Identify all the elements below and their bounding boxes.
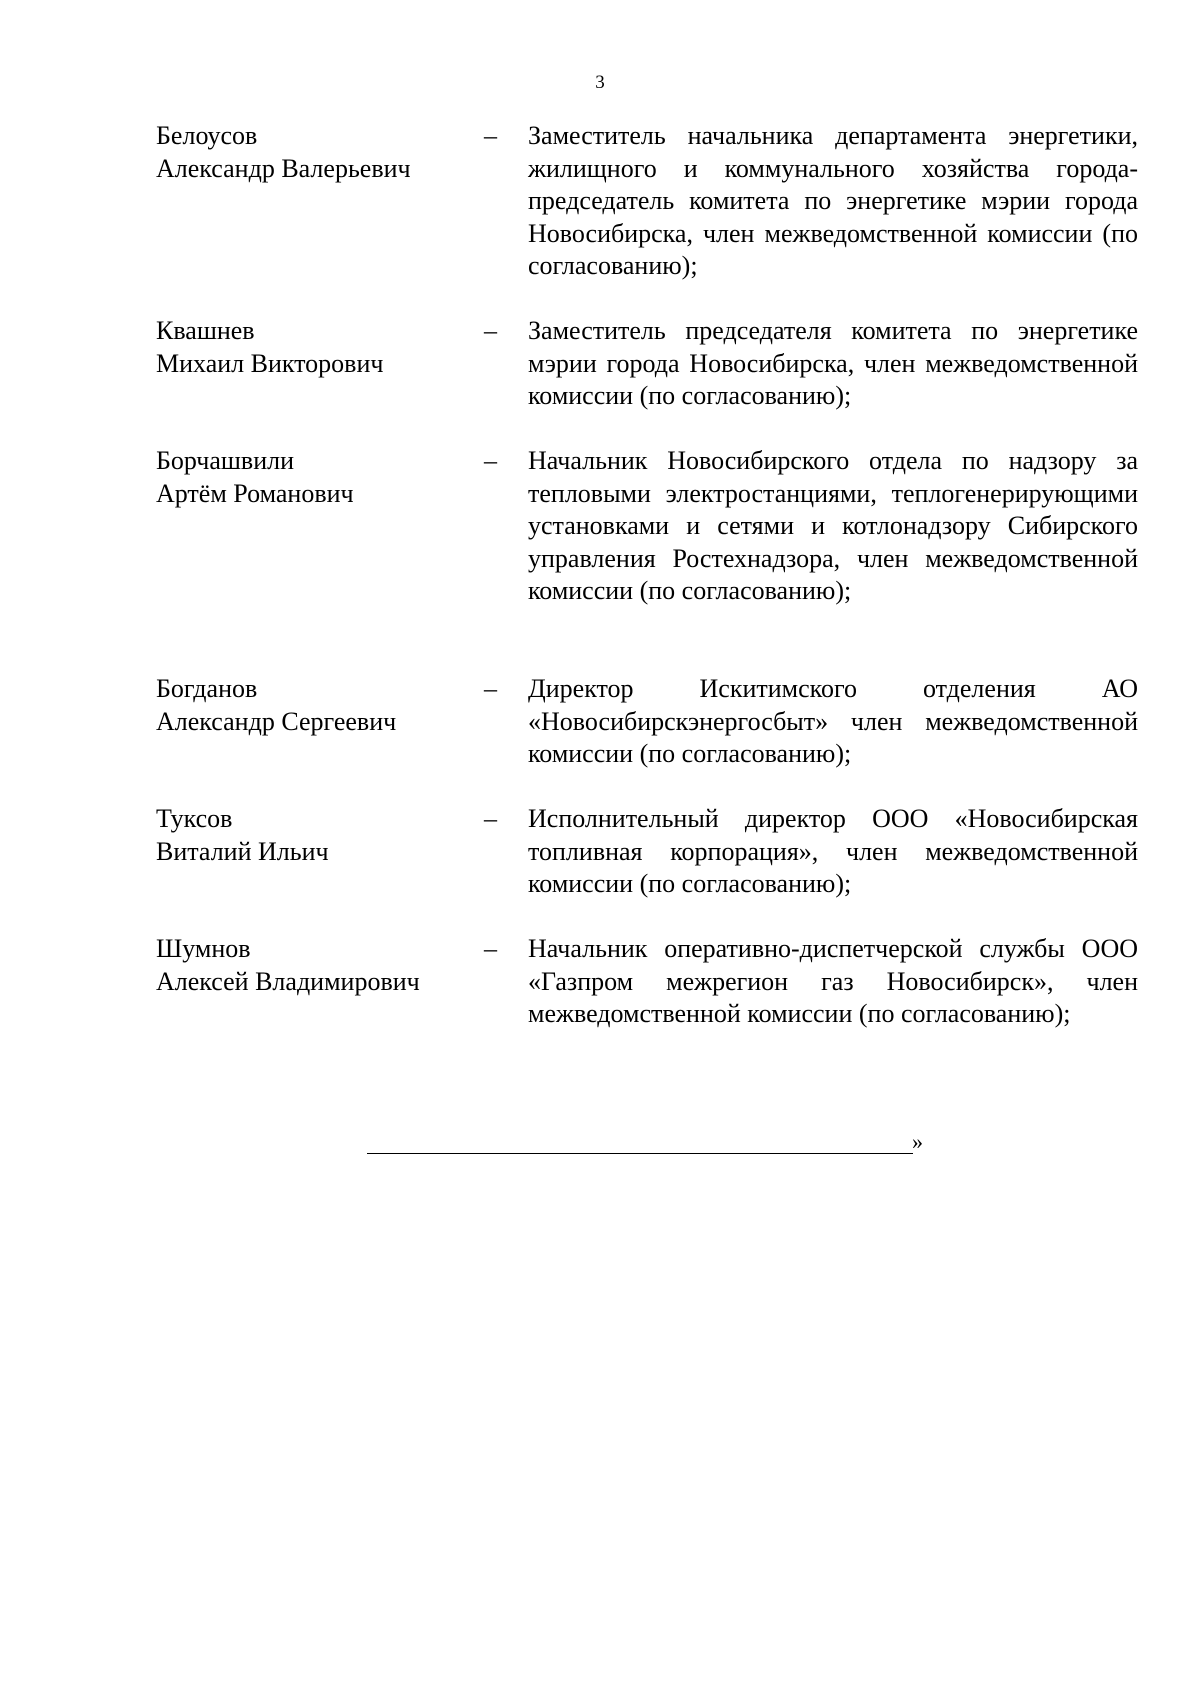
member-given-name: Артём Романович (156, 478, 354, 508)
member-surname: Борчашвили (156, 446, 294, 475)
closing-rule (367, 1133, 913, 1154)
member-entry (156, 933, 1138, 1031)
member-surname: Белоусов (156, 121, 258, 150)
member-entry (156, 803, 1138, 901)
member-given-name: Александр Валерьевич (156, 153, 411, 183)
member-entry (156, 120, 1138, 283)
member-role: Начальник оперативно-диспетчерской службы ООО «Газпром межрегион газ Новосибирск», член межведомственной комиссии (по согласованию); (528, 934, 1138, 1028)
member-name (156, 445, 456, 510)
member-entry (156, 445, 1138, 608)
member-given-name: Александр Сергеевич (156, 706, 397, 736)
member-role: Исполнительный директор ООО «Новосибирская топливная корпорация», член межведомственной комиссии (по согласованию); (528, 804, 1138, 898)
member-given-name: Михаил Викторович (156, 348, 384, 378)
member-surname: Богданов (156, 674, 258, 703)
member-name (156, 803, 456, 868)
member-surname: Квашнев (156, 316, 255, 345)
separator-dash: – (484, 121, 497, 150)
member-role: Заместитель председателя комитета по энергетике мэрии города Новосибирска, член межведомственной комиссии (по согласованию); (528, 316, 1138, 410)
member-given-name: Виталий Ильич (156, 836, 329, 866)
page-number: 3 (595, 72, 605, 93)
member-role: Заместитель начальника департамента энергетики, жилищного и коммунального хозяйства города-председатель комитета по энергетике мэрии города Новосибирска, член межведомственной комиссии (по согласованию); (528, 121, 1138, 280)
separator-dash: – (484, 316, 497, 345)
member-name (156, 120, 456, 185)
member-entry (156, 315, 1138, 413)
member-name (156, 673, 456, 738)
closing-quote: » (912, 1129, 923, 1154)
separator-dash: – (484, 446, 497, 475)
member-name (156, 315, 456, 380)
member-surname: Туксов (156, 804, 233, 833)
separator-dash: – (484, 674, 497, 703)
member-role: Начальник Новосибирского отдела по надзору за тепловыми электростанциями, теплогенерирующими установками и сетями и котлонадзору Сибирского управления Ростехнадзора, член межведомственной комиссии (по согласованию); (528, 446, 1138, 605)
member-entry (156, 673, 1138, 771)
separator-dash: – (484, 804, 497, 833)
member-given-name: Алексей Владимирович (156, 966, 420, 996)
member-surname: Шумнов (156, 934, 251, 963)
member-name (156, 933, 456, 998)
member-role: Директор Искитимского отделения АО «Новосибирскэнергосбыт» член межведомственной комиссии (по согласованию); (528, 674, 1138, 768)
separator-dash: – (484, 934, 497, 963)
